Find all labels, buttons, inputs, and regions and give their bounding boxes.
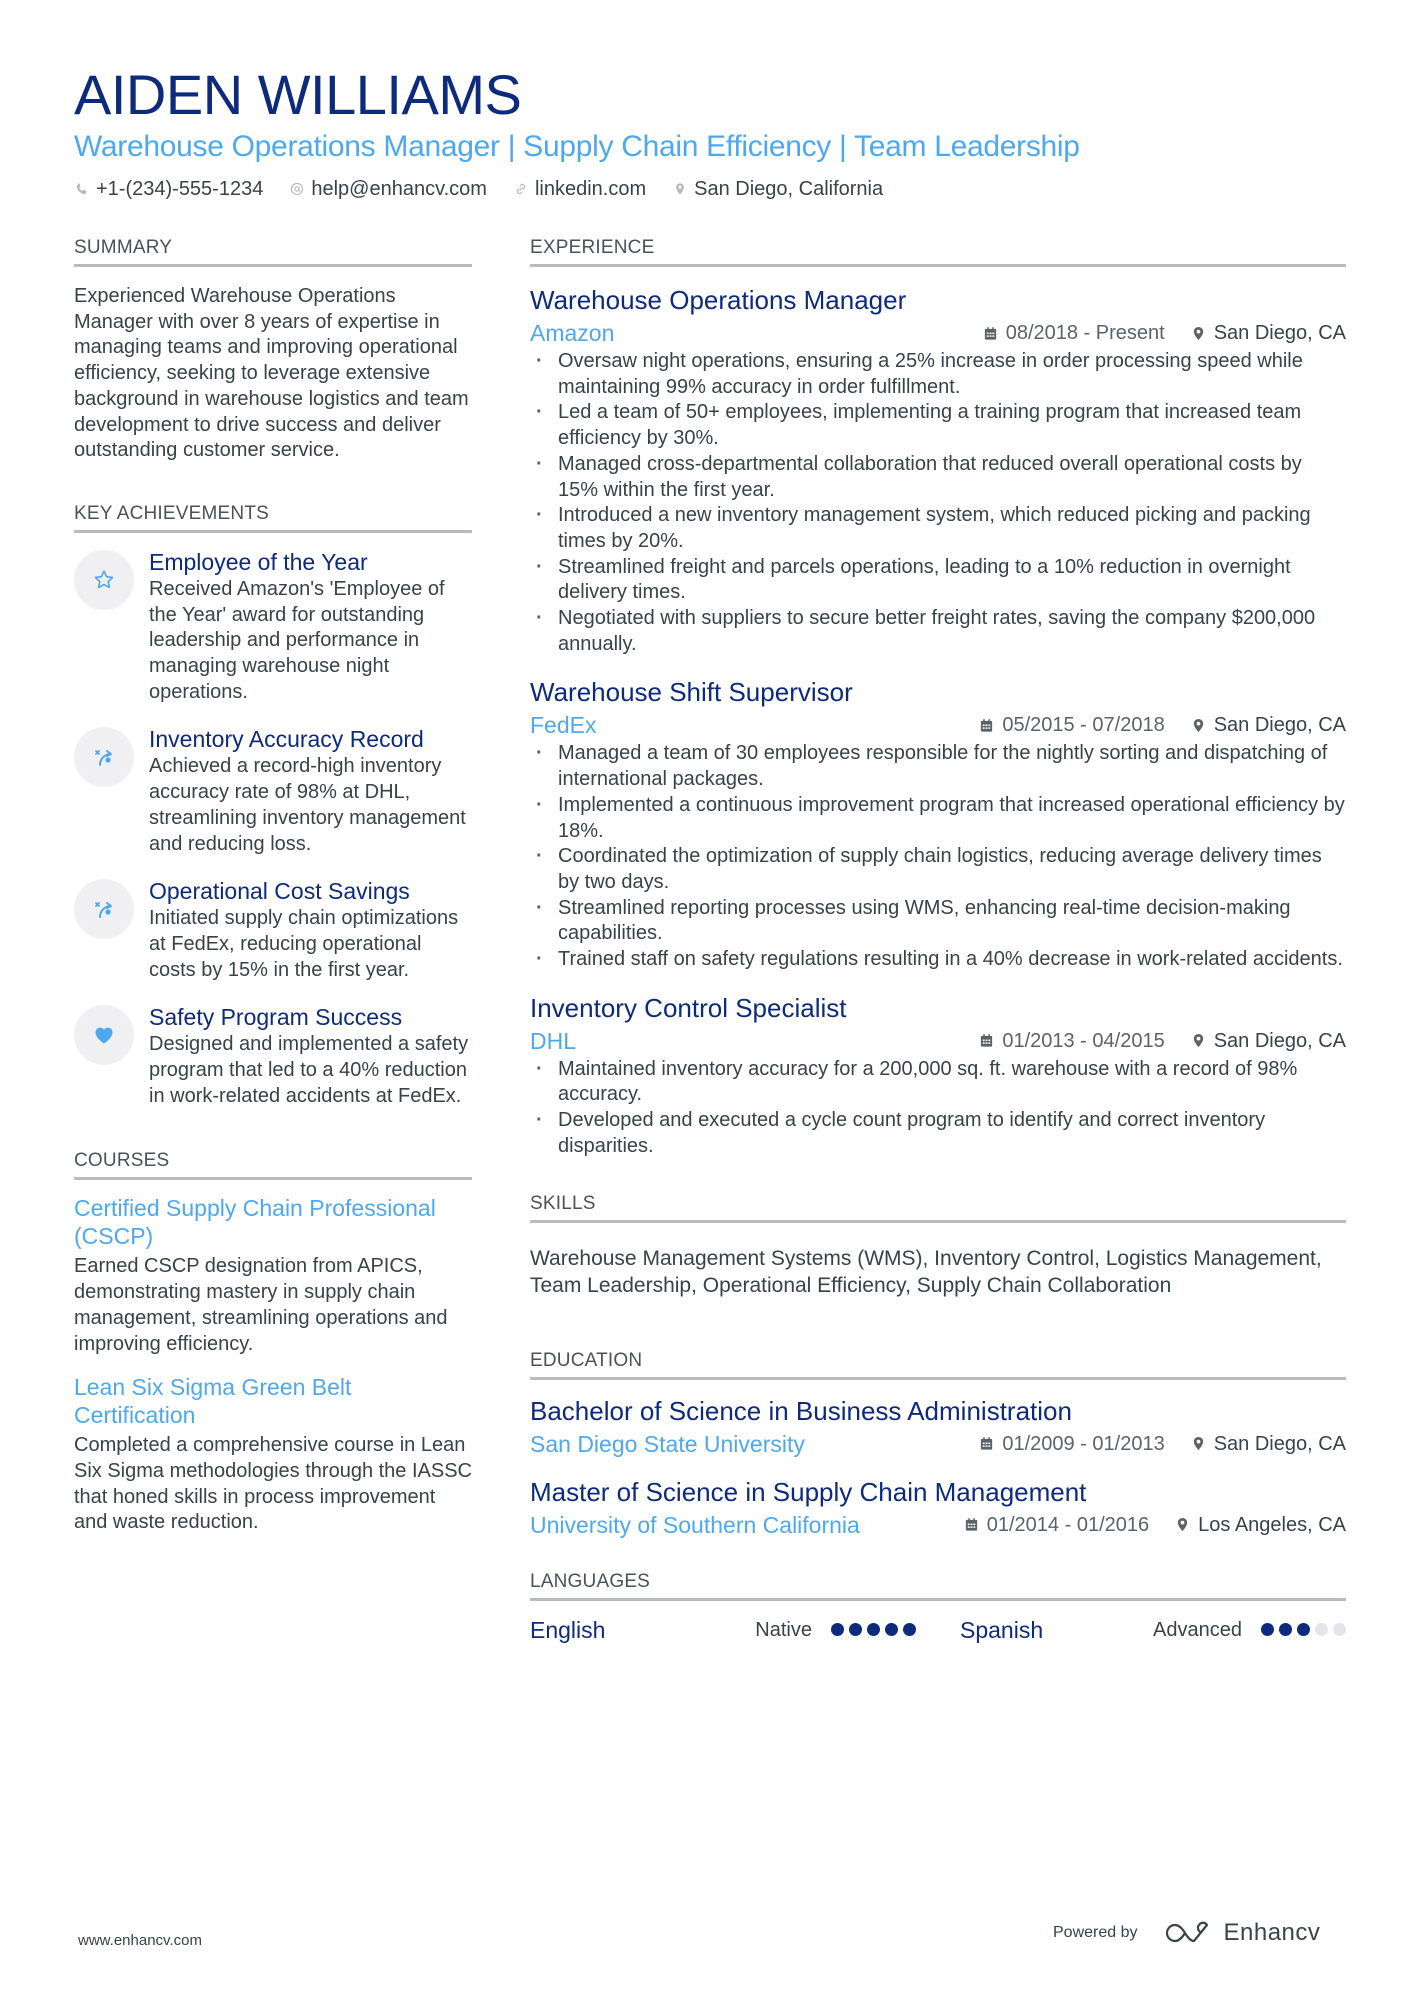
job-dates: 05/2015 - 07/2018 xyxy=(979,712,1164,738)
bullet: · Managed cross-departmental collaboration that reduced overall operational costs by 15% within the first year. xyxy=(530,452,1346,503)
location-pin-icon xyxy=(1191,325,1206,342)
languages-section xyxy=(530,1570,1346,1645)
course-item xyxy=(74,1373,472,1536)
job-dates: 08/2018 - Present xyxy=(983,320,1165,346)
right-column xyxy=(530,236,1346,1645)
education-location: Los Angeles, CA xyxy=(1175,1512,1346,1538)
strategy-arrow-icon xyxy=(74,727,134,787)
dot-filled xyxy=(885,1623,898,1636)
section-title-languages: LANGUAGES xyxy=(530,1570,1346,1601)
bullet: · Coordinated the optimization of supply chain logistics, reducing average delivery times by two days. xyxy=(530,844,1346,895)
skills-section xyxy=(530,1192,1346,1299)
footer-branding xyxy=(1053,1918,1320,1948)
dot-filled xyxy=(903,1623,916,1636)
education-dates: 01/2014 - 01/2016 xyxy=(964,1512,1149,1538)
bullet: · Developed and executed a cycle count program to identify and correct inventory disparities. xyxy=(530,1108,1346,1159)
contact-email[interactable] xyxy=(289,176,487,202)
dot-empty xyxy=(1315,1623,1328,1636)
heart-icon xyxy=(74,1005,134,1065)
location-pin-icon xyxy=(1175,1516,1190,1533)
education-dates: 01/2009 - 01/2013 xyxy=(979,1431,1164,1457)
achievement-item xyxy=(74,724,472,857)
contact-phone xyxy=(74,176,263,202)
language-item xyxy=(530,1615,916,1645)
job-dates: 01/2013 - 04/2015 xyxy=(979,1028,1164,1054)
company-name: Amazon xyxy=(530,320,615,346)
bullet: · Streamlined freight and parcels operations, leading to a 10% reduction in overnight delivery times. xyxy=(530,555,1346,606)
achievement-item xyxy=(74,1002,472,1109)
dot-filled xyxy=(849,1623,862,1636)
language-level: Advanced xyxy=(1153,1618,1242,1641)
section-title-courses: COURSES xyxy=(74,1149,472,1180)
key-achievements-section xyxy=(74,502,472,1110)
achievement-item xyxy=(74,876,472,983)
education-location: San Diego, CA xyxy=(1191,1431,1346,1457)
education-section xyxy=(530,1349,1346,1540)
location-pin-icon xyxy=(1191,1032,1206,1049)
achievement-title: Safety Program Success xyxy=(149,1004,403,1031)
job-title: Warehouse Shift Supervisor xyxy=(530,677,853,708)
job-bullets xyxy=(530,741,1346,972)
experience-item xyxy=(530,675,1346,972)
education-item xyxy=(530,1475,1346,1540)
bullet: · Trained staff on safety regulations resulting in a 40% decrease in work-related accidents. xyxy=(530,947,1346,973)
strategy-arrow-icon xyxy=(74,879,134,939)
phone-icon xyxy=(74,180,90,198)
language-item xyxy=(960,1615,1346,1645)
location-pin-icon xyxy=(1191,1435,1206,1452)
calendar-icon xyxy=(983,325,998,342)
achievement-title: Operational Cost Savings xyxy=(149,878,410,905)
bullet: · Implemented a continuous improvement program that increased operational efficiency by 18%. xyxy=(530,793,1346,844)
summary-text: Experienced Warehouse Operations Manager with over 8 years of expertise in managing teams and improving operational efficiency, seeking to leverage extensive background in warehouse logistics and team development to drive success and deliver outstanding customer service. xyxy=(74,285,469,462)
bullet: · Maintained inventory accuracy for a 200,000 sq. ft. warehouse with a record of 98% accuracy. xyxy=(530,1057,1346,1108)
enhancv-logo-text: Enhancv xyxy=(1223,1919,1321,1946)
job-location: San Diego, CA xyxy=(1191,1028,1346,1054)
resume-header xyxy=(74,62,1354,202)
degree-title: Master of Science in Supply Chain Management xyxy=(530,1476,1087,1507)
dot-filled xyxy=(1261,1623,1274,1636)
experience-item xyxy=(530,991,1346,1160)
achievement-title: Inventory Accuracy Record xyxy=(149,726,424,753)
job-location: San Diego, CA xyxy=(1191,320,1346,346)
location-pin-icon xyxy=(1191,717,1206,734)
candidate-headline: Warehouse Operations Manager | Supply Chain Efficiency | Team Leadership xyxy=(74,130,1080,163)
calendar-icon xyxy=(979,1032,994,1049)
course-item xyxy=(74,1194,472,1357)
candidate-name: AIDEN WILLIAMS xyxy=(74,63,522,126)
company-name: FedEx xyxy=(530,712,597,739)
contact-linkedin[interactable] xyxy=(513,176,646,202)
powered-by-label: Powered by xyxy=(1053,1924,1138,1941)
calendar-icon xyxy=(979,1435,994,1452)
experience-section xyxy=(530,236,1346,1160)
school-name: University of Southern California xyxy=(530,1511,860,1538)
achievement-desc: Designed and implemented a safety program that led to a 40% reduction in work-related accidents at FedEx. xyxy=(149,1033,469,1107)
proficiency-dots xyxy=(826,1623,916,1636)
section-title-summary: SUMMARY xyxy=(74,236,472,267)
dot-empty xyxy=(1333,1623,1346,1636)
education-item xyxy=(530,1394,1346,1459)
job-location: San Diego, CA xyxy=(1191,712,1346,738)
skills-text: Warehouse Management Systems (WMS), Inventory Control, Logistics Management, Team Leadership, Operational Efficiency, Supply Chain Collaboration xyxy=(530,1246,1322,1297)
language-name: English xyxy=(530,1616,606,1643)
achievement-item xyxy=(74,547,472,706)
star-icon xyxy=(74,550,134,610)
dot-filled xyxy=(867,1623,880,1636)
achievement-desc: Initiated supply chain optimizations at FedEx, reducing operational costs by 15% in the first year. xyxy=(149,907,459,981)
location-icon xyxy=(672,180,688,198)
course-desc: Earned CSCP designation from APICS, demonstrating mastery in supply chain management, streamlining operations and improving efficiency. xyxy=(74,1255,448,1355)
footer-website[interactable]: www.enhancv.com xyxy=(78,1932,202,1949)
at-icon xyxy=(289,180,305,198)
linkedin-text: linkedin.com xyxy=(534,178,647,200)
job-bullets xyxy=(530,349,1346,657)
dot-filled xyxy=(1297,1623,1310,1636)
courses-section xyxy=(74,1149,472,1536)
dot-filled xyxy=(831,1623,844,1636)
contact-location xyxy=(672,176,883,202)
section-title-experience: EXPERIENCE xyxy=(530,236,1346,267)
dot-filled xyxy=(1279,1623,1292,1636)
calendar-icon xyxy=(964,1516,979,1533)
course-title: Certified Supply Chain Professional (CSCP) xyxy=(74,1195,436,1250)
bullet: · Led a team of 50+ employees, implementing a training program that increased team efficiency by 30%. xyxy=(530,400,1346,451)
proficiency-dots xyxy=(1256,1623,1346,1636)
section-title-skills: SKILLS xyxy=(530,1192,1346,1223)
company-name: DHL xyxy=(530,1027,577,1054)
left-column xyxy=(74,236,472,1536)
job-title: Inventory Control Specialist xyxy=(530,992,847,1023)
link-icon xyxy=(513,180,529,198)
achievement-title: Employee of the Year xyxy=(149,548,368,575)
contact-row xyxy=(74,176,1354,202)
course-desc: Completed a comprehensive course in Lean Six Sigma methodologies through the IASSC that honed skills in process improvement and waste reduction. xyxy=(74,1434,472,1534)
enhancv-logo-icon xyxy=(1164,1918,1214,1948)
section-title-education: EDUCATION xyxy=(530,1349,1346,1380)
job-bullets xyxy=(530,1057,1346,1160)
calendar-icon xyxy=(979,717,994,734)
course-title: Lean Six Sigma Green Belt Certification xyxy=(74,1374,352,1429)
experience-item xyxy=(530,283,1346,657)
bullet: · Oversaw night operations, ensuring a 25% increase in order processing speed while maintaining 99% accuracy in order fulfillment. xyxy=(530,349,1346,400)
bullet: · Negotiated with suppliers to secure better freight rates, saving the company $200,000 annually. xyxy=(530,606,1346,657)
phone-text: +1-(234)-555-1234 xyxy=(96,178,264,200)
job-title: Warehouse Operations Manager xyxy=(530,285,907,315)
achievement-desc: Achieved a record-high inventory accuracy rate of 98% at DHL, streamlining inventory management and reducing loss. xyxy=(149,755,466,855)
summary-section xyxy=(74,236,472,464)
bullet: · Managed a team of 30 employees responsible for the nightly sorting and dispatching of international packages. xyxy=(530,741,1346,792)
bullet: · Introduced a new inventory management system, which reduced picking and packing times by 20%. xyxy=(530,503,1346,554)
school-name: San Diego State University xyxy=(530,1430,805,1457)
section-title-achievements: KEY ACHIEVEMENTS xyxy=(74,502,472,533)
location-text: San Diego, California xyxy=(694,178,884,200)
bullet: · Streamlined reporting processes using WMS, enhancing real-time decision-making capabilities. xyxy=(530,896,1346,947)
degree-title: Bachelor of Science in Business Administration xyxy=(530,1395,1072,1426)
email-text: help@enhancv.com xyxy=(311,178,487,200)
achievement-desc: Received Amazon's 'Employee of the Year' award for outstanding leadership and performance in managing warehouse night operations. xyxy=(149,577,445,703)
language-name: Spanish xyxy=(960,1616,1044,1643)
language-level: Native xyxy=(755,1618,812,1641)
